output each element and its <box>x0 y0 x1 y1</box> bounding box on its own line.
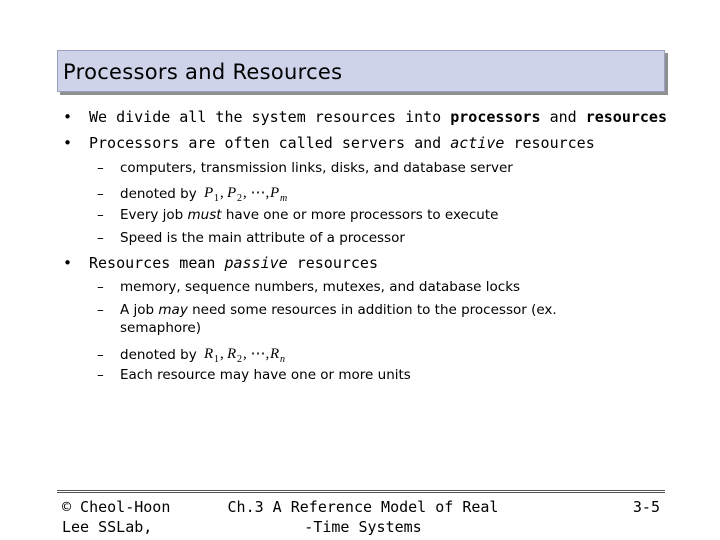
sub-bullet-resource-examples: – memory, sequence numbers, mutexes, and database locks <box>97 279 521 295</box>
slide-title: Processors and Resources <box>63 60 343 84</box>
math-symbol: R <box>227 346 237 362</box>
math-subscript: 1 <box>214 354 220 365</box>
sub-bullet-job-may-continued <box>97 319 201 337</box>
sub-bullet-italic-may: may <box>158 302 188 318</box>
bullet-resources-passive <box>63 253 378 273</box>
footer-divider <box>57 490 665 493</box>
math-subscript: 1 <box>214 193 220 204</box>
footer-author-line2: Lee SSLab, <box>62 518 153 536</box>
bullet-bold-resources: resources <box>585 108 667 126</box>
sub-bullet-job-may: – A job may need some resources in addition to the processor (ex. <box>97 302 557 318</box>
sub-bullet-text: computers, transmission links, disks, and database server <box>120 160 513 176</box>
bullet-processors-servers <box>63 133 595 153</box>
bullet-text: Resources mean <box>89 254 225 272</box>
footer-author-line1: © Cheol-Hoon <box>62 498 171 516</box>
math-separator: , ⋯, <box>243 346 270 362</box>
sub-bullet-resource-notation: – denoted by R 1 , R 2 , ⋯, R n <box>97 343 293 365</box>
bullet-text: and <box>540 108 586 126</box>
math-symbol: R <box>204 346 214 362</box>
sub-bullet-job-must: – Every job must have one or more processors to execute <box>97 207 499 223</box>
math-symbol: P <box>227 185 237 201</box>
sub-bullet-italic-must: must <box>187 207 222 223</box>
footer-chapter <box>218 497 508 537</box>
sub-bullet-text: memory, sequence numbers, mutexes, and database locks <box>120 279 521 295</box>
footer-author <box>62 497 170 537</box>
resource-notation-formula <box>201 343 293 365</box>
math-separator: , <box>220 185 224 201</box>
footer-chapter-line1: Ch.3 A Reference Model of Real <box>227 498 499 516</box>
bullet-dot-icon: • <box>63 254 73 272</box>
bullet-divide-resources <box>63 107 667 127</box>
bullet-dot-icon: • <box>63 134 73 152</box>
processor-notation-formula <box>201 182 293 204</box>
sub-bullet-speed: – Speed is the main attribute of a processor <box>97 230 405 246</box>
sub-bullet-text: Speed is the main attribute of a processor <box>120 230 405 246</box>
math-subscript: n <box>280 354 286 365</box>
bullet-bold-processors: processors <box>450 108 541 126</box>
math-subscript: 2 <box>237 193 243 204</box>
sub-bullet-text: A job <box>120 302 159 318</box>
math-subscript: m <box>280 193 288 204</box>
math-separator: , ⋯, <box>243 185 270 201</box>
sub-bullet-text: denoted by <box>120 347 197 363</box>
math-symbol: P <box>204 185 214 201</box>
footer-page-number: 3-5 <box>632 498 660 516</box>
bullet-text: We divide all the system resources into <box>89 108 451 126</box>
sub-bullet-processor-examples: – computers, transmission links, disks, and database server <box>97 160 513 176</box>
bullet-text: Processors are often called servers and <box>89 134 451 152</box>
footer-chapter-line2: -Time Systems <box>304 518 422 536</box>
sub-bullet-resource-units: – Each resource may have one or more units <box>97 367 411 383</box>
bullet-italic-active: active <box>450 134 505 152</box>
bullet-text: resources <box>287 254 378 272</box>
sub-bullet-processor-notation: – denoted by P 1 , P 2 , ⋯, P m <box>97 182 293 204</box>
sub-bullet-text: need some resources in addition to the processor (ex. <box>187 302 557 318</box>
bullet-dot-icon: • <box>63 108 73 126</box>
math-separator: , <box>220 346 224 362</box>
math-symbol: P <box>270 185 280 201</box>
sub-bullet-text: Every job <box>120 207 188 223</box>
sub-bullet-text: denoted by <box>120 186 197 202</box>
sub-bullet-text: semaphore) <box>120 320 201 336</box>
bullet-text: resources <box>504 134 595 152</box>
slide-title-bar <box>57 50 665 92</box>
math-subscript: 2 <box>237 354 243 365</box>
sub-bullet-text: Each resource may have one or more units <box>120 367 411 383</box>
bullet-italic-passive: passive <box>224 254 288 272</box>
math-symbol: R <box>270 346 280 362</box>
sub-bullet-text: have one or more processors to execute <box>221 207 499 223</box>
